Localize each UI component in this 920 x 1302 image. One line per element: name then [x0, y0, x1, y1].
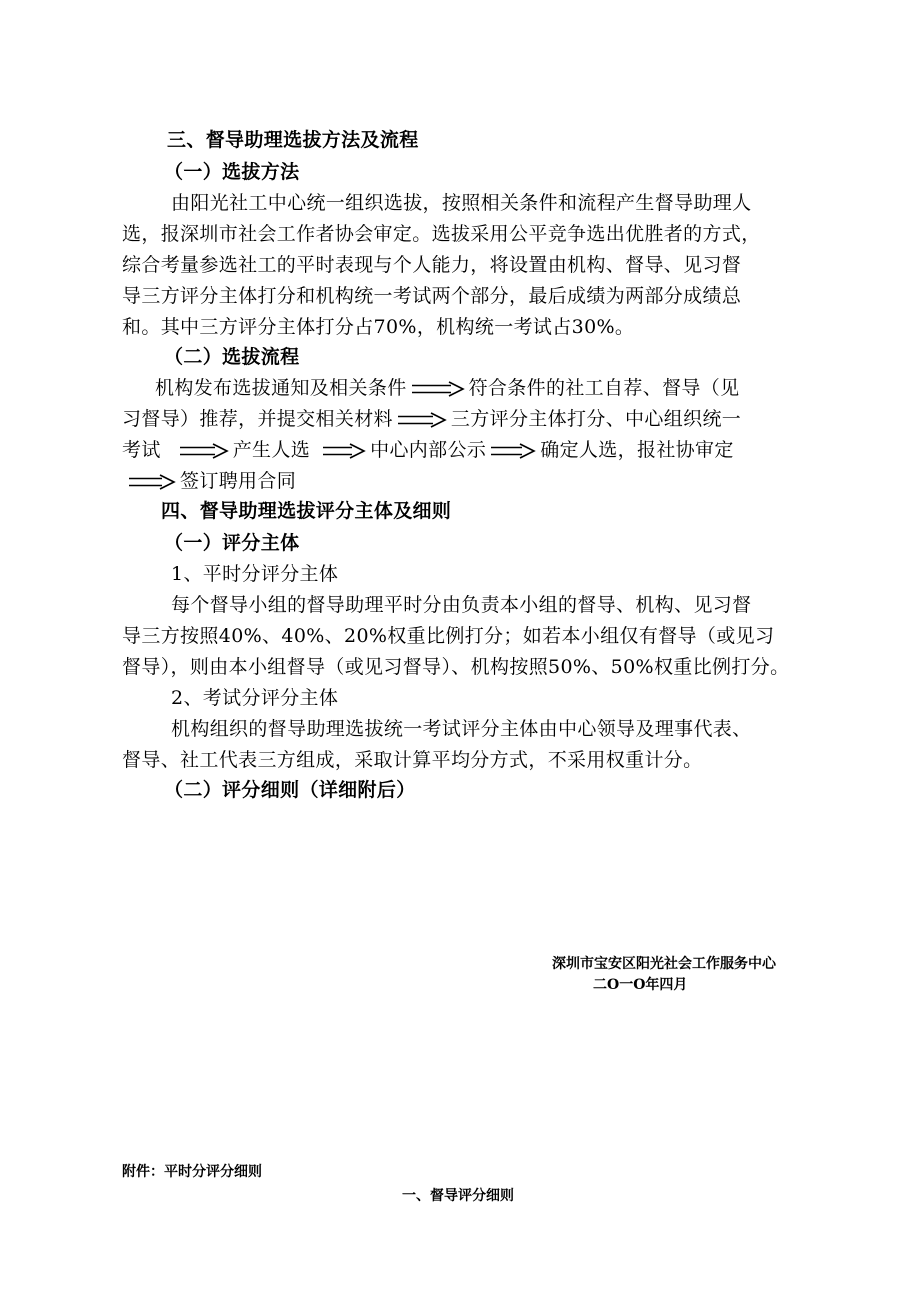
double-line-right-arrow-icon [179, 443, 229, 459]
paragraph-line: 督导），则由本小组督导（或见习督导）、机构按照50%、50%权重比例打分。 [122, 656, 790, 678]
flow-step: 考试 [122, 439, 161, 461]
section-4-heading: 四、督导助理选拔评分主体及细则 [161, 500, 452, 522]
section-3-sub-1: （一）选拔方法 [164, 161, 300, 183]
flow-line-1 [155, 376, 739, 400]
flow-step: 签订聘用合同 [180, 470, 297, 492]
paragraph-line: 导三方按照40%、40%、20%权重比例打分；如若本小组仅有督导（或见习 [122, 625, 775, 647]
paragraph-line: 综合考量参选社工的平时表现与个人能力，将设置由机构、督导、见习督 [122, 254, 742, 276]
section-4-item-1: 1、平时分评分主体 [171, 563, 339, 585]
section-3-sub-2: （二）选拔流程 [164, 346, 300, 368]
paragraph-line: 选，报深圳市社会工作者协会审定。选拔采用公平竞争选出优胜者的方式， [122, 223, 761, 245]
flow-step: 习督导）推荐，并提交相关材料 [122, 408, 393, 430]
paragraph-line: 和。其中三方评分主体打分占70%，机构统一考试占30%。 [122, 316, 635, 338]
paragraph-line: 每个督导小组的督导助理平时分由负责本小组的督导、机构、见习督 [171, 594, 752, 616]
flow-line-4 [128, 469, 296, 493]
section-3-heading: 三、督导助理选拔方法及流程 [167, 129, 419, 151]
flow-line-3 [122, 438, 734, 462]
paragraph-line: 机构组织的督导助理选拔统一考试评分主体由中心领导及理事代表、 [171, 718, 752, 740]
appendix-label: 附件：平时分评分细则 [122, 1164, 262, 1180]
signature-org: 深圳市宝安区阳光社会工作服务中心 [552, 956, 776, 972]
flow-step: 机构发布选拔通知及相关条件 [155, 377, 407, 399]
flow-step: 产生人选 [232, 439, 311, 461]
signature-date: 二O一O年四月 [593, 977, 688, 993]
paragraph-line: 由阳光社工中心统一组织选拔，按照相关条件和流程产生督导助理人 [171, 192, 752, 214]
double-line-right-arrow-icon [490, 443, 536, 459]
section-4-item-2: 2、考试分评分主体 [171, 687, 339, 709]
double-line-right-arrow-icon [411, 381, 465, 397]
section-4-sub-1: （一）评分主体 [164, 532, 300, 554]
flow-step: 确定人选，报社协审定 [540, 439, 734, 461]
double-line-right-arrow-icon [128, 474, 176, 490]
section-4-sub-2: （二）评分细则（详细附后） [164, 779, 416, 801]
paragraph-line: 导三方评分主体打分和机构统一考试两个部分，最后成绩为两部分成绩总 [122, 285, 742, 307]
double-line-right-arrow-icon [322, 443, 366, 459]
flow-step: 中心内部公示 [370, 439, 487, 461]
appendix-title: 一、督导评分细则 [402, 1188, 514, 1204]
flow-step: 三方评分主体打分、中心组织统一 [450, 408, 742, 430]
double-line-right-arrow-icon [397, 412, 447, 428]
flow-line-2 [122, 407, 741, 431]
paragraph-line: 督导、社工代表三方组成，采取计算平均分方式，不采用权重计分。 [122, 749, 703, 771]
flow-step: 符合条件的社工自荐、督导（见 [468, 377, 740, 399]
